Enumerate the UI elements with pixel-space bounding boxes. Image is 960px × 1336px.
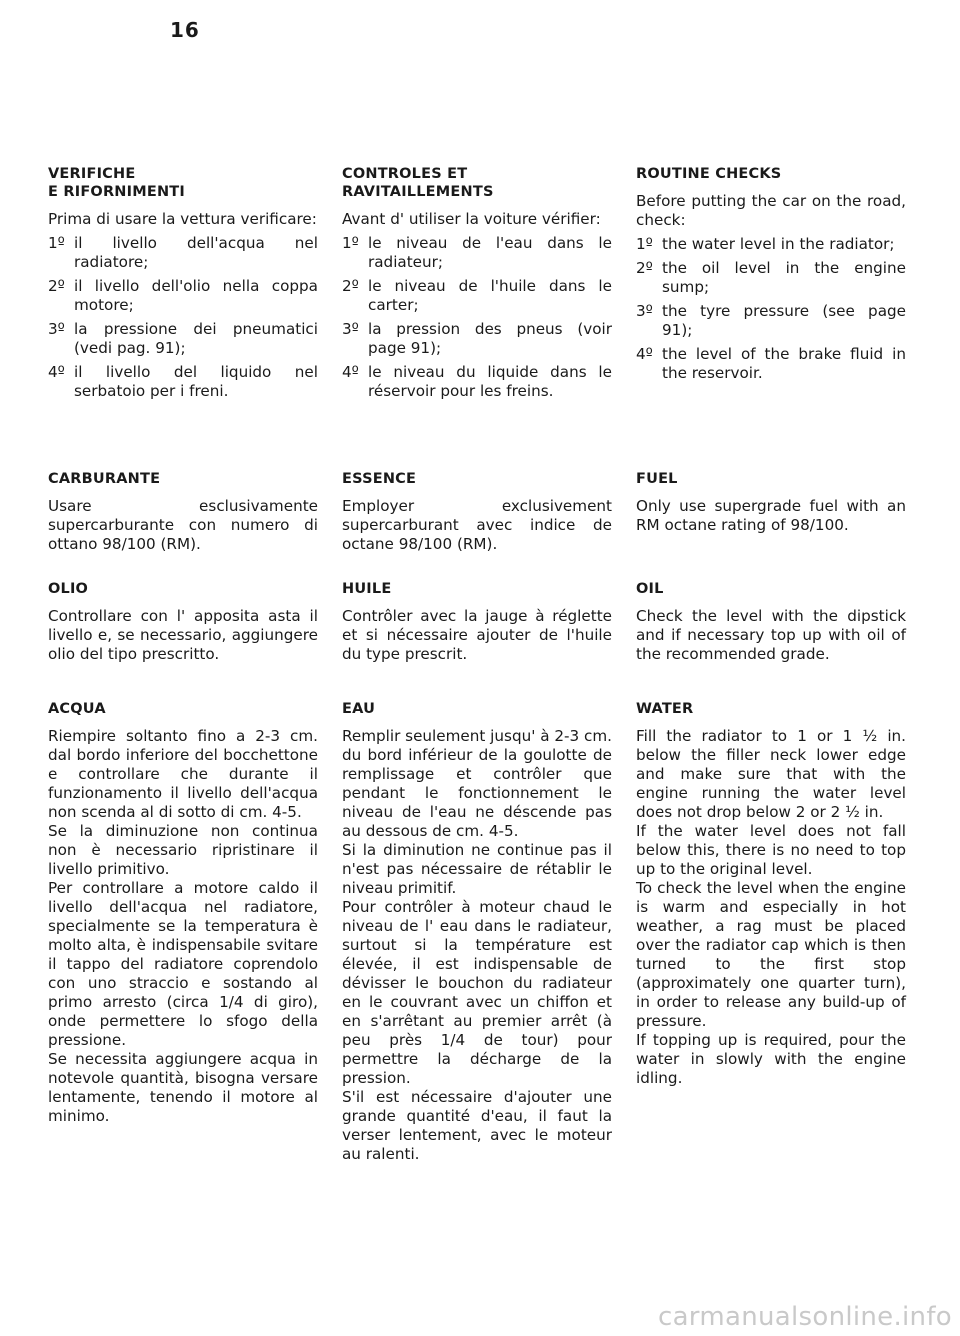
paragraph: Only use supergrade fuel with an RM octane rating of 98/100. bbox=[636, 497, 906, 534]
list-number: 3º bbox=[48, 320, 65, 338]
section-intro: Before putting the car on the road, check: bbox=[636, 192, 906, 229]
list-item bbox=[48, 277, 318, 315]
list-number: 2º bbox=[342, 277, 359, 295]
paragraph: Riempire soltanto fino a 2-3 cm. dal bordo inferiore del bocchettone e controllare che durante il funzionamento il livello dell'acqua non scenda al di sotto di cm. 4-5. bbox=[48, 727, 318, 821]
list-text: le niveau du liquide dans le réservoir pour les freins. bbox=[368, 363, 612, 400]
page-number: 16 bbox=[170, 18, 200, 42]
list-text: the oil level in the engine sump; bbox=[662, 259, 906, 296]
list-number: 1º bbox=[342, 234, 359, 252]
paragraph: Se necessita aggiungere acqua in notevole quantità, bisogna versare lentamente, tenendo il motore al minimo. bbox=[48, 1050, 318, 1125]
paragraph: Contrôler avec la jauge à réglette et si nécessaire ajouter de l'huile du type prescrit. bbox=[342, 607, 612, 663]
section bbox=[342, 165, 612, 406]
list-number: 2º bbox=[48, 277, 65, 295]
list-text: il livello del liquido nel serbatoio per i freni. bbox=[74, 363, 318, 400]
section-intro: Prima di usare la vettura verificare: bbox=[48, 210, 317, 228]
list-item bbox=[342, 363, 612, 401]
section-title: VERIFICHE E RIFORNIMENTI bbox=[48, 166, 185, 200]
section bbox=[636, 700, 906, 1088]
section-intro: Avant d' utiliser la voiture vérifier: bbox=[342, 210, 601, 228]
paragraph: Usare esclusivamente supercarburante con numero di ottano 98/100 (RM). bbox=[48, 497, 318, 553]
paragraph: Employer exclusivement supercarburant avec indice de octane 98/100 (RM). bbox=[342, 497, 612, 553]
paragraph: Fill the radiator to 1 or 1 ½ in. below the filler neck lower edge and make sure that with the engine running the water level does not drop below 2 or 2 ½ in. bbox=[636, 727, 906, 821]
paragraph: Se la diminuzione non continua non è necessario ripristinare il livello primitivo. bbox=[48, 822, 318, 878]
paragraph: If the water level does not fall below this, there is no need to top up to the original level. bbox=[636, 822, 906, 878]
list-item bbox=[342, 234, 612, 272]
paragraph: Per controllare a motore caldo il livello dell'acqua nel radiatore, specialmente se la temperatura è molto alta, è indispensabile svitare il tappo del radiatore coprendolo con uno straccio e sostando al primo arresto (circa 1/4 di giro), onde permettere lo sfogo della pressione. bbox=[48, 879, 318, 1049]
section bbox=[342, 580, 612, 664]
paragraph: Controllare con l' apposita asta il livello e, se necessario, aggiungere olio del tipo prescritto. bbox=[48, 607, 318, 663]
list-text: the water level in the radiator; bbox=[662, 235, 895, 253]
list-number: 1º bbox=[636, 235, 653, 253]
list-number: 4º bbox=[48, 363, 65, 381]
watermark: carmanualsonline.info bbox=[657, 1302, 952, 1332]
list-text: il livello dell'acqua nel radiatore; bbox=[74, 234, 318, 271]
section bbox=[342, 700, 612, 1164]
list-item bbox=[636, 345, 906, 383]
paragraph: If topping up is required, pour the water in slowly with the engine idling. bbox=[636, 1031, 906, 1087]
section-title: EAU bbox=[342, 701, 376, 717]
list-text: the tyre pressure (see page 91); bbox=[662, 302, 906, 339]
list-item bbox=[48, 320, 318, 358]
section bbox=[48, 700, 318, 1126]
list-item bbox=[48, 363, 318, 401]
section bbox=[636, 580, 906, 664]
list-number: 2º bbox=[636, 259, 653, 277]
list-item bbox=[636, 259, 906, 297]
list-item bbox=[48, 234, 318, 272]
list-number: 3º bbox=[636, 302, 653, 320]
list-item bbox=[636, 235, 906, 254]
list-text: le niveau de l'eau dans le radiateur; bbox=[368, 234, 612, 271]
section bbox=[342, 470, 612, 554]
list-number: 4º bbox=[342, 363, 359, 381]
list-text: il livello dell'olio nella coppa motore; bbox=[74, 277, 318, 314]
section-title: OLIO bbox=[48, 581, 89, 597]
section-title: CONTROLES ET RAVITAILLEMENTS bbox=[342, 166, 494, 200]
paragraph: Check the level with the dipstick and if necessary top up with oil of the recommended grade. bbox=[636, 607, 906, 663]
list-number: 3º bbox=[342, 320, 359, 338]
section bbox=[48, 165, 318, 406]
section-title: OIL bbox=[636, 581, 664, 597]
section-title: ROUTINE CHECKS bbox=[636, 166, 782, 182]
list-text: la pression des pneus (voir page 91); bbox=[368, 320, 612, 357]
paragraph: Remplir seulement jusqu' à 2-3 cm. du bord inférieur de la goulotte de remplissage et contrôler que pendant le fonctionnement le niveau de l'eau ne déscende pas au dessous de cm. 4-5. bbox=[342, 727, 612, 840]
section-title: HUILE bbox=[342, 581, 392, 597]
section-title: WATER bbox=[636, 701, 694, 717]
list-item bbox=[342, 320, 612, 358]
paragraph: To check the level when the engine is warm and especially in hot weather, a rag must be placed over the radiator cap which is then turned to the first stop (approximately one quarter turn), in order to release any build-up of pressure. bbox=[636, 879, 906, 1030]
paragraph: Pour contrôler à moteur chaud le niveau de l' eau dans le radiateur, surtout si la température est élevée, il est indispensable de dévisser le bouchon du radiateur en le couvrant avec un chiffon et en s'arrêtant au premier arrêt (à peu près 1/4 de tour) pour permettre la décharge de la pression. bbox=[342, 898, 612, 1087]
list-text: le niveau de l'huile dans le carter; bbox=[368, 277, 612, 314]
list-item bbox=[342, 277, 612, 315]
section-title: FUEL bbox=[636, 471, 678, 487]
section-title: CARBURANTE bbox=[48, 471, 161, 487]
list-number: 4º bbox=[636, 345, 653, 363]
paragraph: Si la diminution ne continue pas il n'est pas nécessaire de rétablir le niveau primitif. bbox=[342, 841, 612, 897]
section bbox=[636, 470, 906, 535]
section-title: ESSENCE bbox=[342, 471, 417, 487]
section bbox=[48, 470, 318, 554]
list-number: 1º bbox=[48, 234, 65, 252]
section bbox=[636, 165, 906, 388]
list-text: la pressione dei pneumatici (vedi pag. 91); bbox=[74, 320, 318, 357]
list-text: the level of the brake fluid in the reservoir. bbox=[662, 345, 906, 382]
paragraph: S'il est nécessaire d'ajouter une grande quantité d'eau, il faut la verser lentement, avec le moteur au ralenti. bbox=[342, 1088, 612, 1163]
section bbox=[48, 580, 318, 664]
list-item bbox=[636, 302, 906, 340]
section-title: ACQUA bbox=[48, 701, 106, 717]
